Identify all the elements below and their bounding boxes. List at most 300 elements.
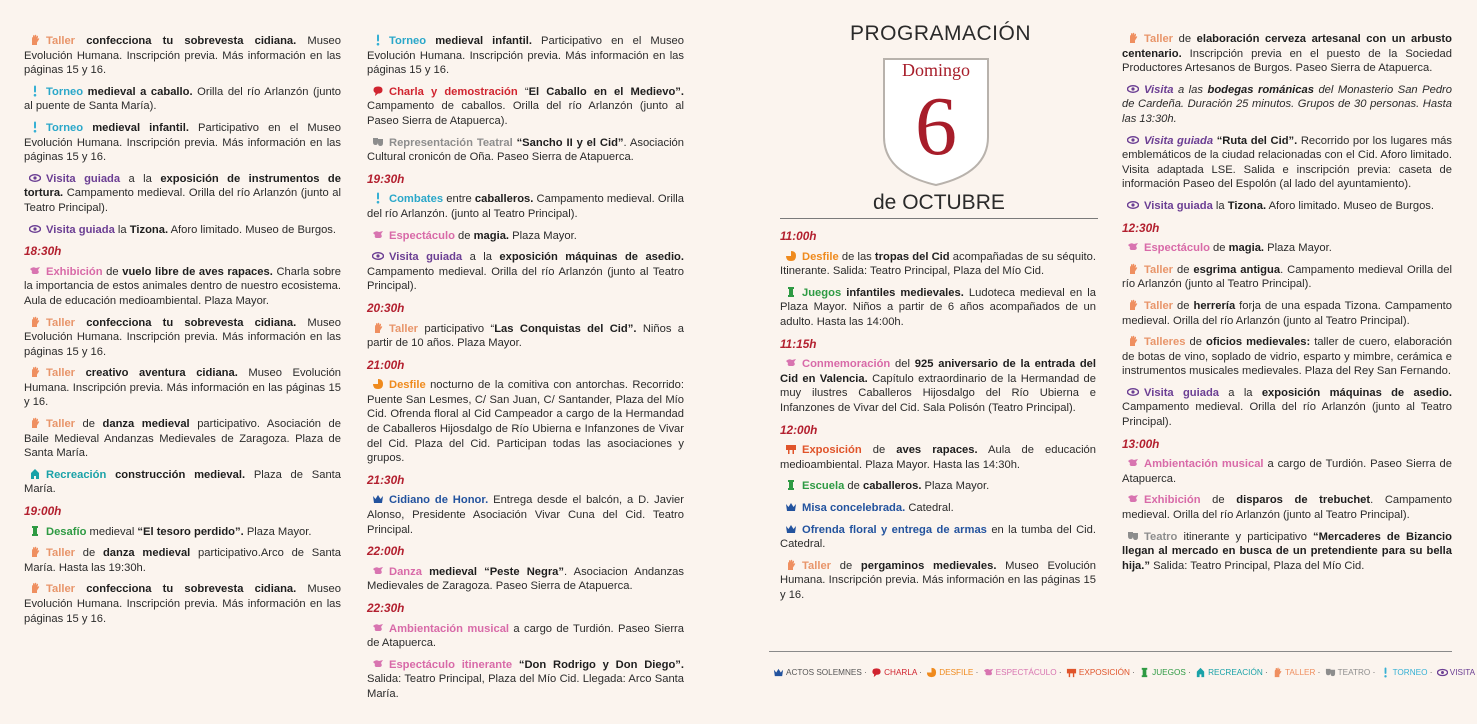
event-entry: [24, 366, 341, 410]
event-entry: [24, 546, 341, 575]
event-detail: Capítulo extraordinario de la Hermandad de muy ilustres Caballeros Hijosdalgo del Río Ubierna e Infanzones de Vivar del Cid. Sala Polisón (Teatro Principal).: [780, 372, 1096, 414]
event-text: de: [1173, 299, 1194, 312]
event-category: Taller: [1144, 33, 1174, 45]
event-category: Taller: [46, 418, 76, 431]
event-entry: [24, 468, 341, 497]
event-category: Visita: [1144, 83, 1174, 96]
time-heading: 12:30h: [1122, 220, 1160, 235]
event-detail: Campamento medieval. Orilla del río Arlanzón. (junto al Teatro Principal).: [367, 193, 685, 220]
taller-icon: [1127, 32, 1139, 44]
event-category: Ofrenda floral y entrega de armas: [802, 523, 987, 536]
event-category: Visita guiada: [389, 251, 463, 264]
event-entry: [1122, 263, 1452, 292]
event-text: a la: [120, 172, 161, 185]
torneo-icon: [372, 192, 384, 204]
legend-item-charla: [871, 667, 922, 678]
event-entry: [780, 443, 1096, 472]
event-detail: Campamento medieval. Orilla del río Arlanzón (junto al Teatro Principal).: [24, 187, 341, 214]
event-title: oficios medievales:: [1206, 336, 1311, 349]
event-category: Visita guiada: [46, 223, 115, 236]
time-heading: 12:00h: [780, 422, 818, 437]
event-detail: Orilla del río Arlanzón (junto al puente de Santa María).: [24, 85, 342, 113]
legend-item-recreacion: [1195, 667, 1268, 678]
event-text: a la: [1219, 386, 1262, 399]
event-text: [426, 35, 435, 47]
legend-label: TORNEO: [1392, 668, 1428, 677]
event-detail: Inscripción previa en el puesto de la Sociedad Productores Artesanos de Burgos. Paseo Sierra de Atapuerca.: [1122, 47, 1452, 75]
event-entry: [1122, 241, 1452, 256]
event-category: Taller: [46, 367, 76, 380]
event-detail: en la tumba del Cid. Catedral.: [780, 523, 1096, 551]
event-title: confecciona tu sobrevesta cidiana.: [86, 35, 297, 47]
event-category: Exhibición: [46, 265, 103, 278]
event-text: de: [1173, 33, 1197, 45]
event-detail: Salida: Teatro Principal, Plaza del Mío Cid. Llegada: Arco Santa María.: [367, 673, 684, 700]
time-heading: 22:30h: [367, 601, 405, 615]
legend-label: JUEGOS: [1152, 668, 1186, 677]
event-entry: [1122, 83, 1452, 127]
event-title: “Sancho II y el Cid”: [516, 136, 624, 149]
taller-icon: [29, 366, 41, 378]
event-detail: a cargo de Turdión. Paseo Sierra de Atapuerca.: [367, 622, 684, 650]
event-detail: Paseo Sierra de Atapuerca.: [1122, 458, 1452, 485]
event-category: Visita guiada: [1144, 134, 1214, 147]
event-entry: [24, 265, 341, 309]
event-detail: Recorrido por los lugares más emblemáticos de la ciudad relacionadas con el Cid. Aforo limitado. Visita adaptada LSE. Salida e inscripción previa: caseta de información Paseo del Espolón (al lado del ayuntamiento).: [1122, 134, 1453, 191]
event-title: caballeros.: [474, 193, 534, 206]
event-category: Taller: [1144, 299, 1174, 312]
event-entry: [24, 172, 341, 216]
event-title: confecciona tu sobrevesta cidiana.: [86, 316, 297, 329]
event-title: “Ruta del Cid”.: [1216, 134, 1298, 147]
desfile-icon: [926, 667, 937, 678]
event-category: Exhibición: [1144, 494, 1201, 507]
event-entry: [1122, 134, 1452, 192]
time-heading: 18:30h: [24, 244, 62, 259]
legend-item-espectaculo: [983, 667, 1062, 678]
event-text: “: [517, 85, 529, 98]
column-1: [24, 34, 341, 633]
event-text: de: [861, 444, 897, 457]
event-title: “Mercaderes de Bizancio llegan al mercado en busca de un pretendiente para su bella hija.”: [1122, 530, 1452, 572]
legend-label: TEATRO: [1337, 668, 1371, 677]
taller-icon: [1272, 667, 1283, 678]
event-text: [83, 122, 92, 134]
event-entry: [780, 523, 1096, 552]
event-category: Espectáculo itinerante: [389, 658, 513, 671]
taller-icon: [372, 322, 384, 334]
legend-label: RECREACIÓN: [1208, 668, 1263, 677]
juegos-icon: [29, 525, 41, 537]
legend-separator: ·: [919, 668, 922, 677]
column-3: [780, 228, 1096, 609]
event-category: Danza: [389, 565, 422, 578]
event-title: exposición máquinas de asedio.: [499, 251, 684, 264]
event-detail: Plaza Mayor.: [243, 525, 312, 538]
event-category: Visita guiada: [1144, 386, 1219, 399]
event-entry: [367, 493, 684, 537]
event-entry: [24, 85, 341, 114]
legend-separator: ·: [1058, 668, 1062, 677]
event-title: pergaminos medievales.: [860, 559, 997, 572]
legend-separator: ·: [1265, 668, 1268, 677]
event-category: Torneo: [389, 35, 427, 47]
event-detail: Aforo limitado. Museo de Burgos.: [168, 223, 336, 236]
event-title: bodegas románicas: [1207, 83, 1314, 96]
event-category: Visita guiada: [46, 172, 121, 185]
juegos-icon: [1139, 667, 1150, 678]
exposicion-icon: [785, 443, 797, 455]
event-title: magia.: [1228, 242, 1265, 255]
event-detail: Campamento medieval. Orilla del río Arlanzón (junto al Teatro Principal).: [1122, 401, 1452, 429]
event-entry: [780, 479, 1096, 494]
event-text: [75, 35, 86, 47]
event-text: a cargo de Turdión.: [1263, 458, 1371, 471]
event-category: Taller: [46, 583, 76, 596]
event-title: Tizona.: [1227, 199, 1267, 212]
event-detail: . Campamento medieval Orilla del río Arlanzón (junto al Teatro Principal).: [1122, 263, 1452, 291]
event-detail: Museo Evolución Humana. Inscripción previa. Más información en las páginas 15 y 16.: [24, 35, 342, 77]
event-detail: . Asociacion Andanzas Medievales de Zaragoza. Paseo Sierra de Atapuerca.: [367, 565, 685, 593]
taller-icon: [1127, 299, 1139, 311]
desfile-icon: [785, 250, 797, 262]
taller-icon: [29, 34, 41, 46]
event-text: de: [75, 547, 103, 560]
legend-item-juegos: [1139, 667, 1191, 678]
espectaculo-icon: [372, 658, 384, 670]
juegos-icon: [785, 286, 797, 298]
event-title: exposición de instrumentos de tortura.: [24, 172, 341, 200]
taller-icon: [29, 582, 41, 594]
espectaculo-icon: [1127, 493, 1139, 505]
event-category: Teatro: [1144, 530, 1178, 543]
taller-icon: [29, 316, 41, 328]
time-heading: 11:00h: [780, 229, 817, 243]
event-title: caballeros.: [862, 480, 922, 493]
event-text: de: [831, 559, 861, 572]
event-category: Talleres: [1144, 336, 1186, 349]
event-entry: [24, 34, 341, 78]
event-detail: Aforo limitado. Museo de Burgos.: [1266, 199, 1434, 212]
legend-item-taller: [1272, 667, 1320, 678]
crown-icon: [773, 667, 784, 678]
visita-icon: [1437, 667, 1448, 678]
event-entry: [1122, 386, 1452, 430]
visita-icon: [1127, 134, 1139, 146]
event-text: a la: [462, 251, 500, 264]
legend-separator: ·: [1429, 668, 1433, 677]
event-title: disparos de trebuchet: [1236, 494, 1371, 507]
crown-icon: [785, 523, 797, 535]
recreacion-icon: [1195, 667, 1206, 678]
event-detail: Participativo en el Museo Evolución Humana. Inscripción previa. Más información en las páginas 15 y 16.: [24, 121, 341, 164]
month-label: de OCTUBRE: [873, 191, 1005, 214]
event-text: a las: [1173, 83, 1208, 96]
visita-icon: [29, 223, 41, 235]
event-detail: acompañadas de su séquito. Itinerante. Salida: Teatro Principal, Plaza del Mío Cid.: [780, 250, 1096, 278]
event-entry: [1122, 457, 1452, 486]
time-heading: 19:30h: [367, 171, 405, 186]
event-detail: Museo Evolución Humana. Inscripción previa. Más información en las páginas 15 y 16.: [24, 316, 342, 358]
event-text: [106, 469, 115, 481]
event-text: participativo “: [418, 322, 495, 335]
event-text: [75, 583, 86, 595]
event-detail: Niños a partir de 10 años. Plaza Mayor.: [367, 322, 685, 350]
legend-label: DESFILE: [939, 668, 974, 677]
time-heading: 21:00h: [367, 357, 405, 372]
legend-label: ACTOS SOLEMNES: [786, 668, 862, 677]
recreacion-icon: [29, 468, 41, 480]
legend-separator: ·: [1317, 668, 1321, 677]
event-entry: [1122, 32, 1452, 76]
event-entry: [1122, 493, 1452, 522]
header-divider: [780, 218, 1098, 219]
time-heading: 20:30h: [367, 300, 405, 315]
legend-separator: ·: [1132, 668, 1135, 677]
event-title: construcción medieval.: [115, 468, 246, 481]
teatro-icon: [1325, 667, 1336, 678]
event-text: de: [1209, 242, 1229, 255]
legend-label: TALLER: [1285, 668, 1316, 677]
event-detail: Plaza Mayor.: [509, 229, 577, 242]
torneo-icon: [29, 121, 41, 133]
event-text: de: [102, 265, 123, 278]
torneo-icon: [1380, 667, 1391, 678]
legend-label: VISITA: [1449, 668, 1476, 677]
crown-icon: [372, 493, 384, 505]
event-category: Taller: [1144, 263, 1174, 276]
event-entry: [367, 565, 684, 594]
event-title: “Don Rodrigo y Don Diego”.: [518, 658, 684, 671]
event-category: Exposición: [802, 444, 862, 457]
time-heading: 13:00h: [1122, 436, 1160, 451]
event-entry: [24, 525, 341, 540]
event-category: Ambientación musical: [389, 622, 510, 635]
taller-icon: [29, 417, 41, 429]
event-text: [512, 659, 519, 671]
event-text: de: [1200, 494, 1237, 507]
event-title: danza medieval: [102, 418, 190, 431]
event-category: Desfile: [389, 379, 426, 392]
visita-icon: [1127, 83, 1139, 95]
event-title: “El tesoro perdido”.: [137, 525, 244, 538]
page-title: PROGRAMACIÓN: [850, 22, 1032, 45]
legend-divider: [769, 651, 1452, 652]
event-entry: [367, 136, 684, 165]
time-heading: 22:00h: [367, 544, 405, 559]
event-detail: Entrega desde el balcón, a D. Javier Alonso, Presidente Asociación Vivar Cuna del Cid. Teatro Principal.: [367, 494, 685, 536]
event-entry: [367, 622, 684, 651]
taller-icon: [1127, 263, 1139, 275]
legend-label: EXPOSICIÓN: [1078, 668, 1130, 677]
event-text: [75, 317, 86, 329]
event-title: Tizona.: [129, 223, 169, 236]
event-title: medieval “Peste Negra”: [429, 565, 564, 578]
event-title: Las Conquistas del Cid”.: [494, 322, 637, 335]
event-category: Torneo: [46, 121, 84, 134]
event-category: Desafío: [46, 525, 87, 538]
event-detail: Participativo en el Museo Evolución Humana. Inscripción previa. Más información en las páginas 15 y 16.: [367, 35, 684, 77]
event-entry: [367, 322, 684, 351]
charla-icon: [372, 85, 384, 97]
event-category: Taller: [46, 316, 76, 329]
event-title: exposición máquinas de asedio.: [1261, 386, 1452, 399]
event-text: de: [844, 480, 863, 493]
legend-separator: ·: [975, 668, 979, 677]
event-detail: Catedral.: [908, 501, 954, 514]
event-entry: [24, 223, 341, 238]
event-entry: [780, 501, 1096, 516]
event-detail: Ludoteca medieval en la Plaza Mayor. Niños a partir de 6 años acompañados de un adulto. Hasta las 14:00h.: [780, 286, 1097, 328]
event-entry: [1122, 335, 1452, 379]
event-title: vuelo libre de aves rapaces.: [122, 265, 273, 278]
visita-icon: [372, 250, 384, 262]
legend-item-torneo: [1380, 667, 1433, 678]
event-category: Taller: [389, 322, 419, 335]
event-entry: [367, 229, 684, 244]
event-category: Visita guiada: [1144, 199, 1213, 212]
event-detail: Charla sobre la importancia de estos animales dentro de nuestro ecosistema. Aula de educación medioambiental. Plaza Mayor.: [24, 265, 341, 307]
legend-label: CHARLA: [884, 668, 917, 677]
espectaculo-icon: [372, 229, 384, 241]
legend-item-exposicion: [1066, 667, 1135, 678]
event-entry: [1122, 299, 1452, 328]
event-text: itinerante y participativo: [1177, 530, 1313, 543]
event-title: aves rapaces.: [896, 444, 978, 457]
event-title: elaboración cerveza artesanal con un arbusto centenario.: [1122, 33, 1452, 60]
event-detail: Museo Evolución Humana. Inscripción previa. Más información en las páginas 15 y 16.: [24, 367, 342, 409]
event-category: Misa concelebrada.: [802, 501, 906, 514]
event-text: la: [1212, 199, 1228, 212]
time-heading: 19:00h: [24, 504, 62, 519]
espectaculo-icon: [29, 265, 41, 277]
event-text: de: [454, 229, 474, 242]
event-title: esgrima antigua: [1193, 263, 1281, 276]
event-detail: Plaza Mayor.: [1264, 242, 1332, 255]
espectaculo-icon: [983, 667, 994, 678]
event-entry: [367, 192, 684, 221]
espectaculo-icon: [1127, 241, 1139, 253]
teatro-icon: [372, 136, 384, 148]
event-category: Taller: [802, 559, 832, 572]
espectaculo-icon: [785, 357, 797, 369]
event-category: Conmemoración: [802, 358, 891, 371]
event-detail: Salida: Teatro Principal, Plaza del Mío Cid.: [1149, 559, 1365, 572]
event-title: herrería: [1193, 299, 1236, 312]
event-category: Combates: [389, 193, 444, 206]
event-entry: [367, 378, 684, 466]
event-category: Desfile: [802, 250, 839, 263]
event-title: magia.: [473, 229, 510, 242]
event-entry: [780, 286, 1096, 330]
event-title: 925 aniversario de la entrada del Cid en Valencia.: [780, 358, 1097, 385]
legend-separator: ·: [1188, 668, 1191, 677]
event-category: Escuela: [802, 480, 845, 493]
event-text: de: [1173, 263, 1194, 276]
legend-item-visita: [1437, 667, 1475, 678]
event-entry: [24, 121, 341, 165]
event-text: la: [114, 223, 130, 236]
espectaculo-icon: [1127, 457, 1139, 469]
event-detail: participativo.Arco de Santa María. Hasta las 19:30h.: [24, 547, 341, 574]
event-entry: [1122, 530, 1452, 574]
taller-icon: [785, 559, 797, 571]
legend-label: ESPECTÁCULO: [995, 668, 1057, 677]
visita-icon: [29, 172, 41, 184]
event-title: tropas del Cid: [874, 250, 950, 263]
charla-icon: [871, 667, 882, 678]
event-text: del: [890, 358, 915, 371]
torneo-icon: [372, 34, 384, 46]
event-entry: [367, 85, 684, 129]
event-text: de: [75, 418, 103, 431]
event-detail: . Asociación Cultural cronicón de Oña. Paseo Sierra de Atapuerca.: [367, 136, 684, 164]
event-category: Juegos: [802, 286, 842, 299]
event-category: Recreación: [46, 468, 107, 481]
event-category: Ambientación musical: [1144, 458, 1264, 471]
event-entry: [780, 357, 1096, 415]
legend-item-desfile: [926, 667, 978, 678]
event-detail: . Campamento medieval. Orilla del río Arlanzón (junto al Teatro Principal).: [1122, 494, 1452, 522]
event-detail: Plaza de Santa María.: [24, 468, 341, 496]
event-title: El Caballo en el Medievo”.: [528, 85, 684, 98]
event-detail: Campamento medieval. Orilla del río Arlanzón (junto al Teatro Principal).: [367, 265, 684, 293]
espectaculo-icon: [372, 622, 384, 634]
event-category: Torneo: [46, 85, 84, 98]
taller-icon: [29, 546, 41, 558]
event-title: danza medieval: [102, 547, 191, 560]
event-category: Cidiano de Honor.: [389, 494, 489, 507]
column-2: [367, 34, 684, 709]
event-entry: [367, 250, 684, 294]
legend-separator: ·: [864, 668, 867, 677]
event-entry: [780, 250, 1096, 279]
legend-separator: ·: [1372, 668, 1376, 677]
legend-item-actos: [773, 667, 867, 678]
day-number: 6: [915, 80, 957, 173]
teatro-icon: [1127, 530, 1139, 542]
event-detail: Campamento de caballos. Orilla del río Arlanzón (junto al Paseo Sierra de Atapuerca).: [367, 100, 684, 127]
event-title: medieval a caballo.: [87, 85, 193, 98]
event-entry: [24, 417, 341, 461]
desfile-icon: [372, 378, 384, 390]
event-entry: [24, 582, 341, 626]
event-detail: Museo Evolución Humana. Inscripción previa. Más información en las páginas 15 y 16.: [780, 559, 1096, 601]
event-entry: [1122, 199, 1452, 214]
visita-icon: [1127, 386, 1139, 398]
event-title: creativo aventura cidiana.: [85, 367, 238, 380]
event-detail: forja de una espada Tizona. Campamento medieval. Orilla del río Arlanzón (junto al Teatro Principal).: [1122, 299, 1453, 327]
time-heading: 21:30h: [367, 472, 405, 487]
event-title: medieval infantil.: [435, 35, 532, 47]
event-category: Charla y demostración: [389, 85, 518, 98]
event-text: entre: [443, 193, 475, 206]
event-detail: Plaza Mayor.: [921, 480, 990, 493]
legend: [773, 667, 1477, 678]
event-entry: [367, 34, 684, 78]
espectaculo-icon: [372, 565, 384, 577]
event-detail: nocturno de la comitiva con antorchas. Recorrido: Puente San Lesmes, C/ San Juan, C/ Santander, Plaza del Mío Cid. Ofrenda floral al Cid Campeador a cargo de la Hermandad de Caballeros Hijosdalgo de Río Ubierna e Infanzones de Vivar del Cid. Plaza del Cid. Participan todas las asociaciones y grupos.: [367, 379, 684, 465]
taller-icon: [1127, 335, 1139, 347]
event-detail: taller de cuero, elaboración de botas de vino, soplado de vidrio, esparto y mimbre, cerámica e instrumentos musicales medievales. Plaza del Rey San Fernando.: [1122, 336, 1452, 378]
juegos-icon: [785, 479, 797, 491]
event-title: confecciona tu sobrevesta cidiana.: [86, 583, 297, 596]
event-text: de: [1185, 336, 1207, 349]
time-heading: 11:15h: [780, 336, 817, 351]
event-detail: participativo. Asociación de Baile Medieval Andanzas Medievales de Zaragoza. Plaza de Santa María.: [24, 418, 341, 460]
crown-icon: [785, 501, 797, 513]
event-entry: [367, 658, 684, 702]
